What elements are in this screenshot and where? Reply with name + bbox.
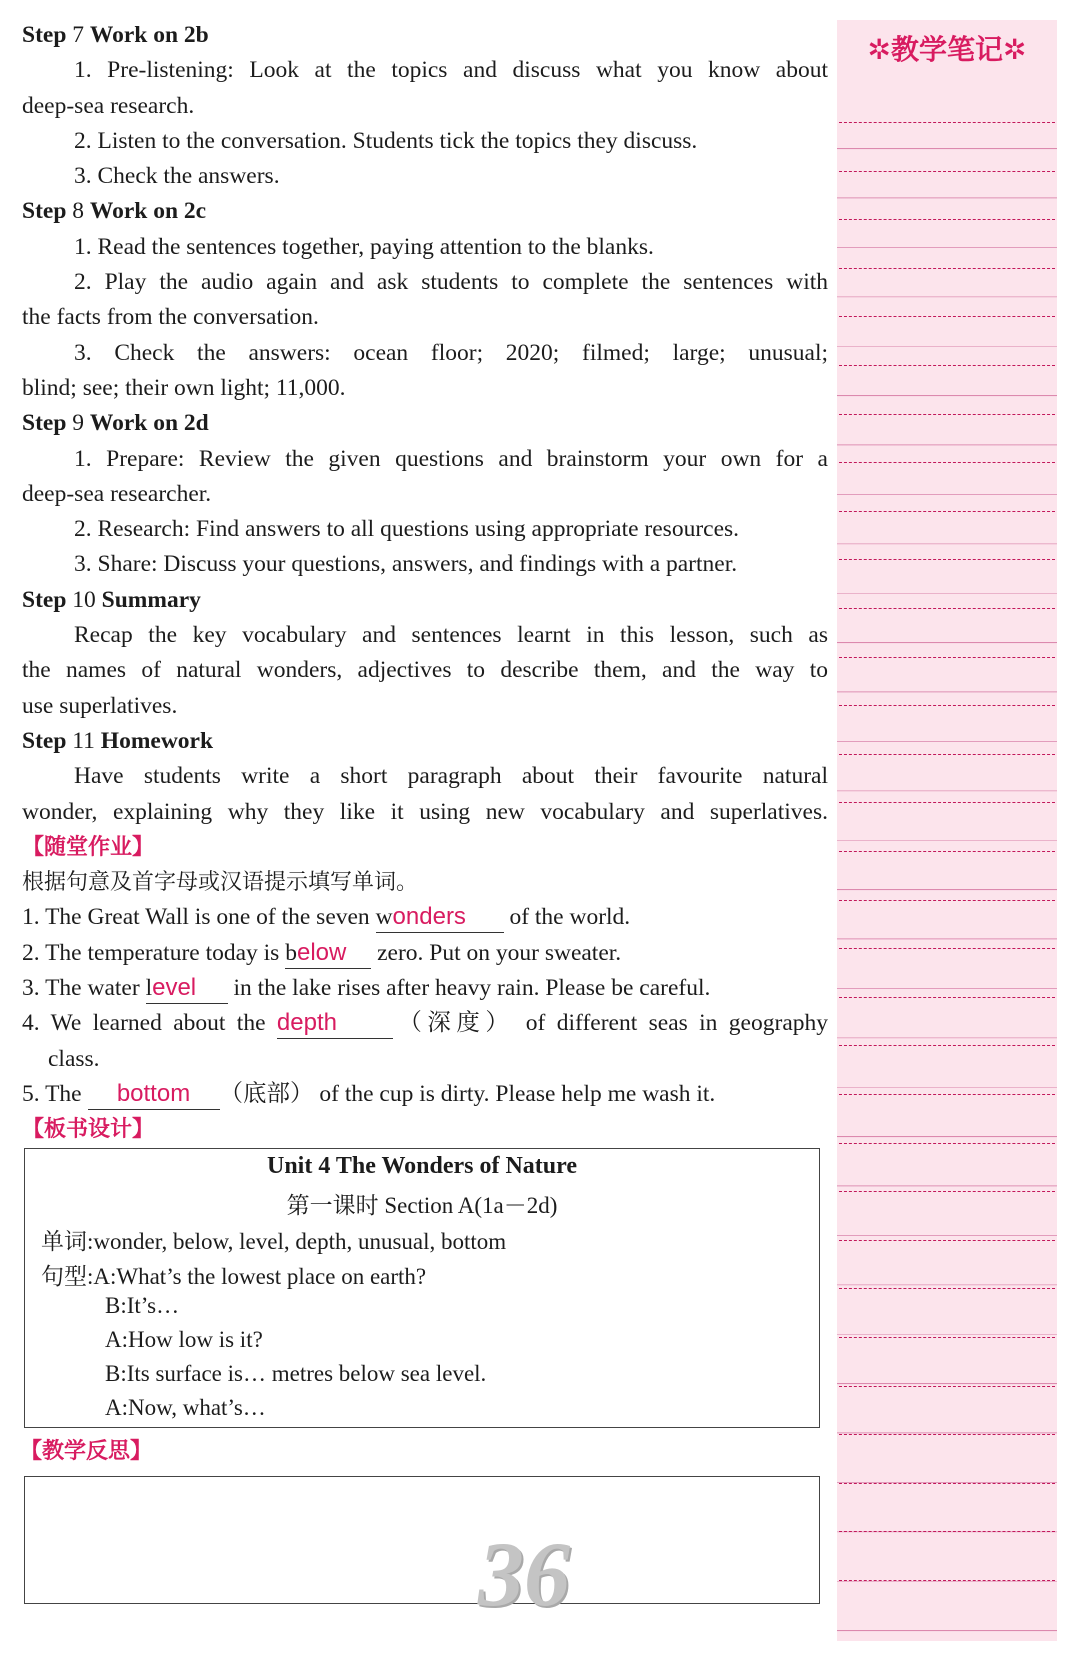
exercise-question-1: 1. The Great Wall is one of the seven wonders of the world. <box>22 900 828 935</box>
step-10-text-3: use superlatives. <box>22 692 178 719</box>
step-9-item-2: 2. Research: Find answers to all questions using appropriate resources. <box>74 516 740 543</box>
exercise-question-5: 5. The bottom （底部） of the cup is dirty. Please help me wash it. <box>22 1077 828 1112</box>
notes-line <box>839 462 1055 463</box>
notes-line <box>839 559 1055 560</box>
notes-line <box>839 414 1055 415</box>
exercise-question-4: 4. We learned about the depth （深度） of different seas in geography <box>22 1006 828 1041</box>
notes-line <box>839 1580 1055 1581</box>
board-words: 单词:wonder, below, level, depth, unusual, bottom <box>41 1229 507 1254</box>
step-9-heading: Step 9 Work on 2d <box>22 410 209 437</box>
step-8-heading: Step 8 Work on 2c <box>22 198 207 225</box>
notes-line <box>839 1483 1055 1484</box>
step-10-heading: Step 10 Summary <box>22 586 201 613</box>
answer-blank-2: below <box>285 938 371 969</box>
step-7-heading: Step 7 Work on 2b <box>22 22 209 48</box>
notes-line <box>839 219 1055 220</box>
notes-line <box>839 1143 1055 1144</box>
notes-sidebar <box>837 20 1057 1641</box>
board-pattern-1: 句型:A:What’s the lowest place on earth? <box>41 1264 427 1289</box>
board-pattern-3: A:How low is it? <box>105 1327 263 1352</box>
board-pattern-2: B:It’s… <box>105 1293 180 1318</box>
page-number: 36 <box>478 1523 570 1625</box>
notes-line <box>839 851 1055 852</box>
step-10-text-1: Recap the key vocabulary and sentences learnt in this lesson, such as <box>74 622 828 649</box>
notes-line <box>839 1288 1055 1289</box>
answer-blank-5: bottom <box>88 1079 220 1110</box>
answer-blank-4: depth <box>277 1008 393 1039</box>
exercise-heading: 【随堂作业】 <box>22 834 155 860</box>
step-9-item-1: 1. Prepare: Review the given questions and brainstorm your own for a <box>74 445 828 472</box>
step-9-item-1-cont: deep-sea researcher. <box>22 480 212 507</box>
reflection-heading: 【教学反思】 <box>20 1439 153 1464</box>
notes-heading: ✲教学笔记✲ <box>837 20 1057 100</box>
notes-line <box>839 1531 1055 1532</box>
notes-line <box>839 365 1055 366</box>
notes-line <box>839 900 1055 901</box>
notes-line <box>839 1045 1055 1046</box>
step-8-item-2-cont: the facts from the conversation. <box>22 304 319 331</box>
notes-ruled-lines <box>837 100 1057 1640</box>
exercise-question-4-cont: class. <box>48 1045 100 1072</box>
board-subtitle: 第一课时 Section A(1a－2d) <box>286 1193 558 1218</box>
notes-line <box>839 122 1055 123</box>
step-7-item-3: 3. Check the answers. <box>74 163 280 190</box>
answer-blank-3: level <box>146 973 228 1004</box>
exercise-question-3: 3. The water level in the lake rises after heavy rain. Please be careful. <box>22 971 828 1006</box>
step-9-item-3: 3. Share: Discuss your questions, answers, and findings with a partner. <box>74 551 738 578</box>
exercise-instruction: 根据句意及首字母或汉语提示填写单词。 <box>22 870 419 896</box>
step-10-text-2: the names of natural wonders, adjectives to describe them, and the way to <box>22 657 828 684</box>
board-pattern-5: A:Now, what’s… <box>105 1395 266 1420</box>
board-title: Unit 4 The Wonders of Nature <box>266 1153 578 1179</box>
notes-line <box>839 657 1055 658</box>
notes-line <box>839 1094 1055 1095</box>
notes-line <box>839 316 1055 317</box>
step-7-item-2: 2. Listen to the conversation. Students tick the topics they discuss. <box>74 127 698 154</box>
step-8-item-3-cont: blind; see; their own light; 11,000. <box>22 374 346 401</box>
notes-line <box>839 1191 1055 1192</box>
notes-line <box>839 997 1055 998</box>
notes-line <box>839 802 1055 803</box>
step-11-heading: Step 11 Homework <box>22 727 214 754</box>
notes-line <box>839 511 1055 512</box>
step-8-item-2: 2. Play the audio again and ask students to complete the sentences with <box>74 269 828 296</box>
notes-line <box>839 1337 1055 1338</box>
notes-line <box>839 1386 1055 1387</box>
notes-line <box>839 754 1055 755</box>
lesson-plan-body <box>22 18 828 1148</box>
notes-line <box>839 1434 1055 1435</box>
exercise-question-2: 2. The temperature today is below zero. Put on your sweater. <box>22 936 828 971</box>
step-8-item-3: 3. Check the answers: ocean floor; 2020; filmed; large; unusual; <box>74 339 828 366</box>
notes-line <box>839 705 1055 706</box>
notes-line <box>839 608 1055 609</box>
board-design-heading: 【板书设计】 <box>22 1117 155 1143</box>
board-design-box <box>24 1148 820 1428</box>
step-7-item-1-cont: deep-sea research. <box>22 92 195 119</box>
notes-line <box>839 948 1055 949</box>
answer-blank-1: wonders <box>376 902 504 933</box>
step-11-text-1: Have students write a short paragraph about their favourite natural <box>74 763 828 790</box>
notes-line <box>839 1240 1055 1241</box>
notes-line <box>839 268 1055 269</box>
step-11-text-2: wonder, explaining why they like it using new vocabulary and superlatives. <box>22 798 828 825</box>
step-8-item-1: 1. Read the sentences together, paying attention to the blanks. <box>74 233 654 260</box>
board-pattern-4: B:Its surface is… metres below sea level. <box>105 1361 487 1386</box>
step-7-item-1: 1. Pre-listening: Look at the topics and discuss what you know about <box>74 57 828 84</box>
reflection-box <box>24 1476 820 1604</box>
notes-line <box>839 171 1055 172</box>
